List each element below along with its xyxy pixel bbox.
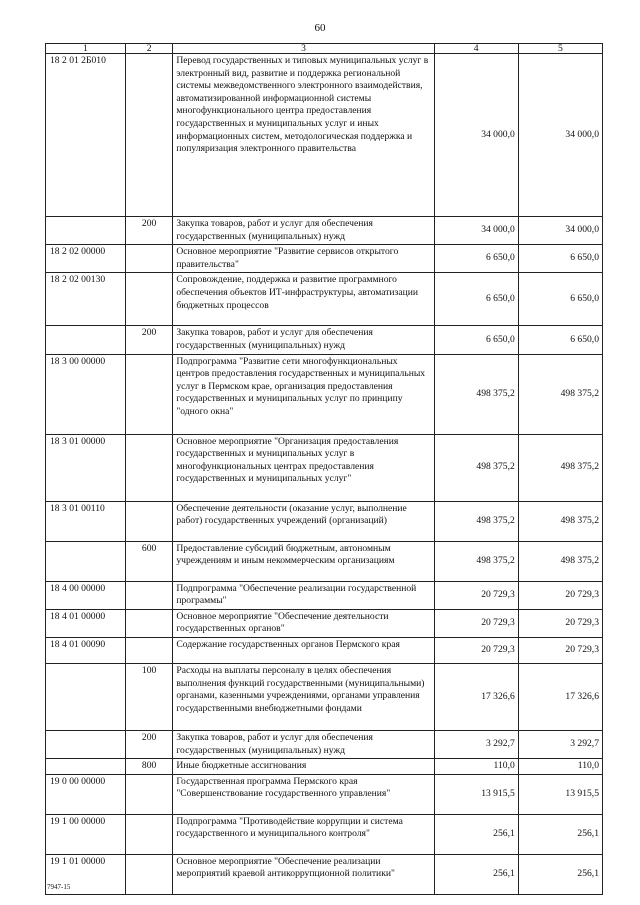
cell-code: 19 1 01 00000 <box>46 854 126 894</box>
table-row <box>46 663 603 730</box>
cell-value-4: 17 326,6 <box>434 663 518 730</box>
cell-value-4: 498 375,2 <box>434 434 518 501</box>
cell-type <box>125 273 172 326</box>
cell-code: 19 0 00 00000 <box>46 774 126 814</box>
cell-code: 18 3 01 00110 <box>46 501 126 541</box>
cell-value-4: 6 650,0 <box>434 273 518 326</box>
cell-code: 18 4 01 00000 <box>46 609 126 637</box>
cell-value-5: 498 375,2 <box>518 354 602 434</box>
cell-type: 200 <box>125 730 172 758</box>
cell-code <box>46 730 126 758</box>
cell-description: Иные бюджетные ассигнования <box>173 759 434 775</box>
cell-code: 18 2 02 00130 <box>46 273 126 326</box>
cell-value-5: 6 650,0 <box>518 245 602 273</box>
budget-table <box>45 43 603 895</box>
header-col-4: 4 <box>434 44 518 54</box>
cell-type <box>125 54 172 217</box>
cell-code <box>46 541 126 581</box>
table-row <box>46 326 603 354</box>
table-row <box>46 637 603 663</box>
cell-description: Основное мероприятие "Обеспечение реализации мероприятий краевой антикоррупционной политики" <box>173 854 434 894</box>
header-col-3: 3 <box>173 44 434 54</box>
cell-type <box>125 854 172 894</box>
cell-description: Основное мероприятие "Обеспечение деятельности государственных органов" <box>173 609 434 637</box>
cell-value-4: 6 650,0 <box>434 326 518 354</box>
cell-value-4: 34 000,0 <box>434 54 518 217</box>
cell-description: Предоставление субсидий бюджетным, автономным учреждениям и иным некоммерческим организациям <box>173 541 434 581</box>
cell-value-5: 20 729,3 <box>518 609 602 637</box>
cell-code: 18 4 01 00090 <box>46 637 126 663</box>
cell-value-5: 498 375,2 <box>518 501 602 541</box>
cell-type <box>125 245 172 273</box>
table-row <box>46 814 603 854</box>
table-row <box>46 245 603 273</box>
cell-code <box>46 663 126 730</box>
cell-type <box>125 814 172 854</box>
cell-description: Расходы на выплаты персоналу в целях обеспечения выполнения функций государственными (муниципальными) органами, казенными учреждениями, органами управления государственными внебюджетными фондами <box>173 663 434 730</box>
cell-value-5: 20 729,3 <box>518 637 602 663</box>
cell-description: Закупка товаров, работ и услуг для обеспечения государственных (муниципальных) нужд <box>173 326 434 354</box>
cell-value-5: 498 375,2 <box>518 434 602 501</box>
table-row <box>46 54 603 217</box>
cell-value-4: 110,0 <box>434 759 518 775</box>
cell-value-5: 6 650,0 <box>518 326 602 354</box>
cell-code: 18 3 00 00000 <box>46 354 126 434</box>
cell-description: Перевод государственных и типовых муниципальных услуг в электронный вид, развитие и поддержка региональной системы межведомственного электронного взаимодействия, автоматизированной информационной системы многофункционального центра предоставления государственных и муниципальных услуг и иных информационных систем, методологическая поддержка и популяризация электронного правительства <box>173 54 434 217</box>
cell-code: 18 4 00 00000 <box>46 581 126 609</box>
cell-type: 200 <box>125 217 172 245</box>
table-row <box>46 759 603 775</box>
cell-description: Подпрограмма "Развитие сети многофункциональных центров предоставления государственных и муниципальных услуг в Пермском крае, организация предоставления государственных и муниципальных услуг по принципу "одного окна" <box>173 354 434 434</box>
cell-value-5: 110,0 <box>518 759 602 775</box>
cell-code: 19 1 00 00000 <box>46 814 126 854</box>
cell-value-5: 13 915,5 <box>518 774 602 814</box>
page-number: 60 <box>314 22 326 34</box>
cell-value-5: 34 000,0 <box>518 217 602 245</box>
cell-value-4: 498 375,2 <box>434 501 518 541</box>
cell-code <box>46 326 126 354</box>
cell-value-4: 34 000,0 <box>434 217 518 245</box>
cell-value-4: 498 375,2 <box>434 541 518 581</box>
cell-description: Обеспечение деятельности (оказание услуг, выполнение работ) государственных учреждений (организаций) <box>173 501 434 541</box>
table-row <box>46 609 603 637</box>
cell-description: Сопровождение, поддержка и развитие программного обеспечения объектов ИТ-инфраструктуры, автоматизации бюджетных процессов <box>173 273 434 326</box>
cell-description: Подпрограмма "Обеспечение реализации государственной программы" <box>173 581 434 609</box>
cell-value-5: 256,1 <box>518 814 602 854</box>
cell-description: Государственная программа Пермского края "Совершенствование государственного управления" <box>173 774 434 814</box>
cell-description: Закупка товаров, работ и услуг для обеспечения государственных (муниципальных) нужд <box>173 217 434 245</box>
cell-value-5: 6 650,0 <box>518 273 602 326</box>
cell-type <box>125 501 172 541</box>
cell-value-5: 498 375,2 <box>518 541 602 581</box>
cell-value-4: 256,1 <box>434 814 518 854</box>
table-row <box>46 273 603 326</box>
cell-type <box>125 354 172 434</box>
cell-value-4: 3 292,7 <box>434 730 518 758</box>
cell-value-5: 256,1 <box>518 854 602 894</box>
cell-type <box>125 434 172 501</box>
cell-value-5: 3 292,7 <box>518 730 602 758</box>
cell-code: 18 2 01 2Б010 <box>46 54 126 217</box>
cell-value-5: 20 729,3 <box>518 581 602 609</box>
cell-type <box>125 637 172 663</box>
cell-code <box>46 217 126 245</box>
table-header-row <box>46 44 603 54</box>
footer-document-code: 7947-15 <box>47 883 71 891</box>
cell-description: Основное мероприятие "Организация предоставления государственных и муниципальных услуг в многофункциональных центрах предоставления государственных и муниципальных услуг" <box>173 434 434 501</box>
cell-value-4: 20 729,3 <box>434 581 518 609</box>
cell-description: Основное мероприятие "Развитие сервисов открытого правительства" <box>173 245 434 273</box>
cell-type <box>125 774 172 814</box>
table-row <box>46 434 603 501</box>
table-row <box>46 581 603 609</box>
table-row <box>46 730 603 758</box>
cell-description: Содержание государственных органов Пермского края <box>173 637 434 663</box>
cell-type <box>125 581 172 609</box>
cell-type: 600 <box>125 541 172 581</box>
cell-type: 100 <box>125 663 172 730</box>
cell-value-4: 6 650,0 <box>434 245 518 273</box>
table-row <box>46 541 603 581</box>
cell-value-4: 20 729,3 <box>434 609 518 637</box>
cell-type: 800 <box>125 759 172 775</box>
cell-value-4: 498 375,2 <box>434 354 518 434</box>
table-row <box>46 854 603 894</box>
table-row <box>46 217 603 245</box>
cell-type <box>125 609 172 637</box>
table-row <box>46 774 603 814</box>
cell-value-5: 17 326,6 <box>518 663 602 730</box>
table-row <box>46 501 603 541</box>
header-col-1: 1 <box>46 44 126 54</box>
cell-code: 18 2 02 00000 <box>46 245 126 273</box>
cell-code <box>46 759 126 775</box>
table-row <box>46 354 603 434</box>
cell-value-4: 13 915,5 <box>434 774 518 814</box>
header-col-5: 5 <box>518 44 602 54</box>
cell-type: 200 <box>125 326 172 354</box>
header-col-2: 2 <box>125 44 172 54</box>
cell-code: 18 3 01 00000 <box>46 434 126 501</box>
cell-description: Подпрограмма "Противодействие коррупции и система государственного и муниципального контроля" <box>173 814 434 854</box>
cell-value-5: 34 000,0 <box>518 54 602 217</box>
cell-description: Закупка товаров, работ и услуг для обеспечения государственных (муниципальных) нужд <box>173 730 434 758</box>
cell-value-4: 256,1 <box>434 854 518 894</box>
cell-value-4: 20 729,3 <box>434 637 518 663</box>
